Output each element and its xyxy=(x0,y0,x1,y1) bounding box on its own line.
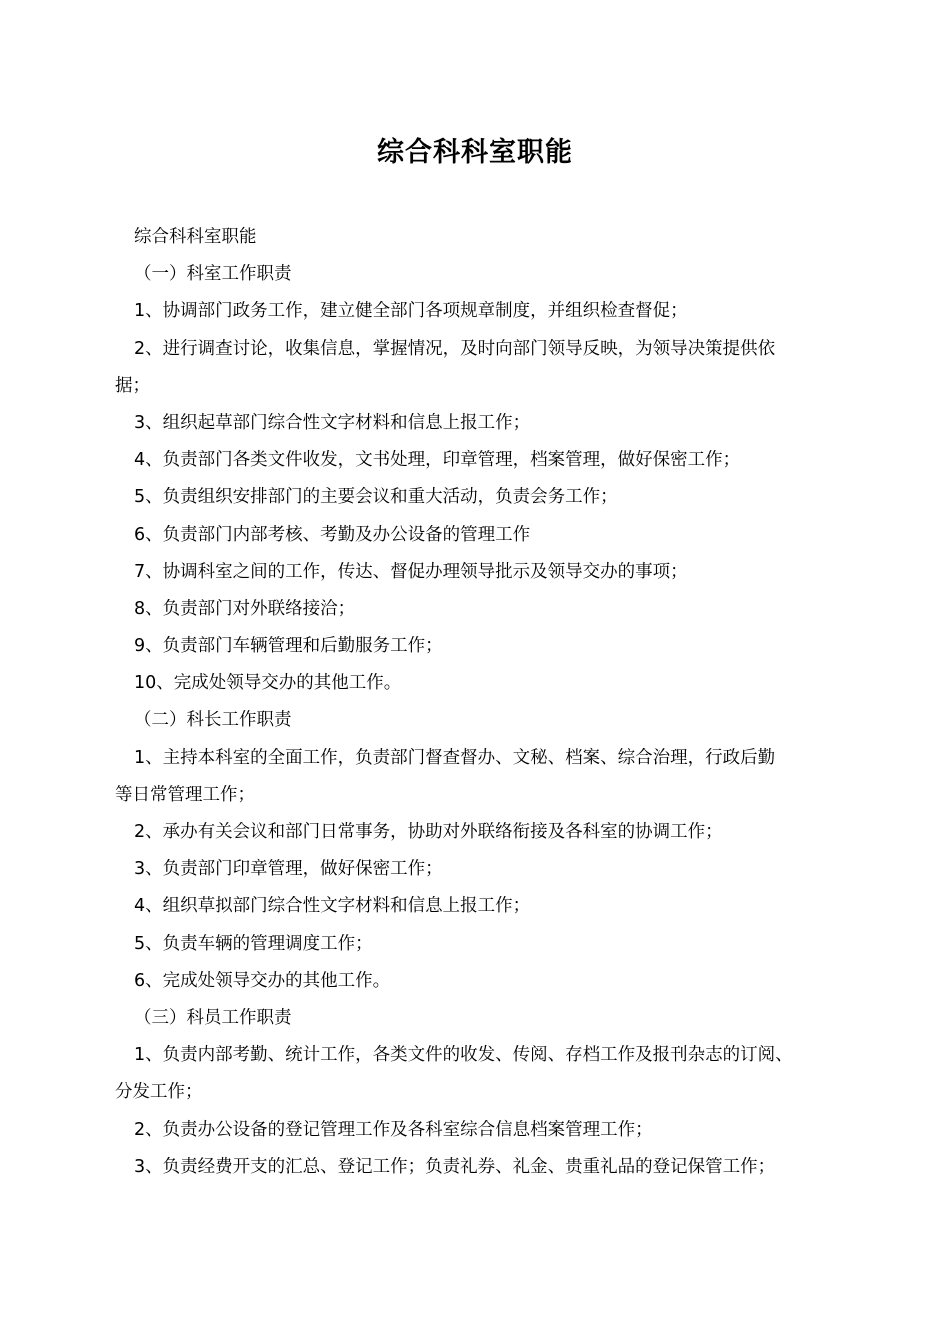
paragraph-line: 2、负责办公设备的登记管理工作及各科室综合信息档案管理工作； xyxy=(134,1119,653,1140)
paragraph-line: 1、主持本科室的全面工作，负责部门督查督办、文秘、档案、综合治理，行政后勤 xyxy=(134,747,776,768)
paragraph-continuation: 等日常管理工作； xyxy=(115,784,255,805)
paragraph-line: 综合科科室职能 xyxy=(134,227,257,247)
paragraph-line: 5、负责组织安排部门的主要会议和重大活动，负责会务工作； xyxy=(134,487,618,508)
section-heading: （三）科员工作职责 xyxy=(134,1007,292,1028)
section-heading: （二）科长工作职责 xyxy=(134,710,292,731)
paragraph-line: 7、协调科室之间的工作，传达、督促办理领导批示及领导交办的事项； xyxy=(134,561,688,582)
paragraph-line: 1、协调部门政务工作，建立健全部门各项规章制度，并组织检查督促； xyxy=(134,301,688,322)
paragraph-line: 5、负责车辆的管理调度工作； xyxy=(134,933,373,954)
paragraph-line: 1、负责内部考勤、统计工作，各类文件的收发、传阅、存档工作及报刊杂志的订阅、 xyxy=(134,1045,793,1066)
paragraph-line: 6、负责部门内部考核、考勤及办公设备的管理工作 xyxy=(134,524,531,545)
paragraph-line: 8、负责部门对外联络接洽； xyxy=(134,598,356,619)
document-body xyxy=(115,219,845,1186)
paragraph-line: 4、组织草拟部门综合性文字材料和信息上报工作； xyxy=(134,896,531,917)
paragraph-line: 4、负责部门各类文件收发，文书处理，印章管理，档案管理，做好保密工作； xyxy=(134,450,741,471)
paragraph-line: 6、完成处领导交办的其他工作。 xyxy=(134,970,391,991)
paragraph-line: 10、完成处领导交办的其他工作。 xyxy=(134,673,402,694)
paragraph-line: 2、进行调查讨论，收集信息，掌握情况，及时向部门领导反映，为领导决策提供依 xyxy=(134,338,776,359)
paragraph-line: 3、负责部门印章管理，做好保密工作； xyxy=(134,859,443,880)
paragraph-line: 2、承办有关会议和部门日常事务，协助对外联络衔接及各科室的协调工作； xyxy=(134,822,723,842)
document-title: 综合科科室职能 xyxy=(377,137,573,168)
paragraph-line: 3、组织起草部门综合性文字材料和信息上报工作； xyxy=(134,412,531,433)
paragraph-continuation: 据； xyxy=(115,375,150,396)
section-heading: （一）科室工作职责 xyxy=(134,264,292,285)
paragraph-line: 9、负责部门车辆管理和后勤服务工作； xyxy=(134,636,443,657)
paragraph-line: 3、负责经费开支的汇总、登记工作；负责礼券、礼金、贵重礼品的登记保管工作； xyxy=(134,1156,776,1177)
paragraph-continuation: 分发工作； xyxy=(115,1082,203,1103)
